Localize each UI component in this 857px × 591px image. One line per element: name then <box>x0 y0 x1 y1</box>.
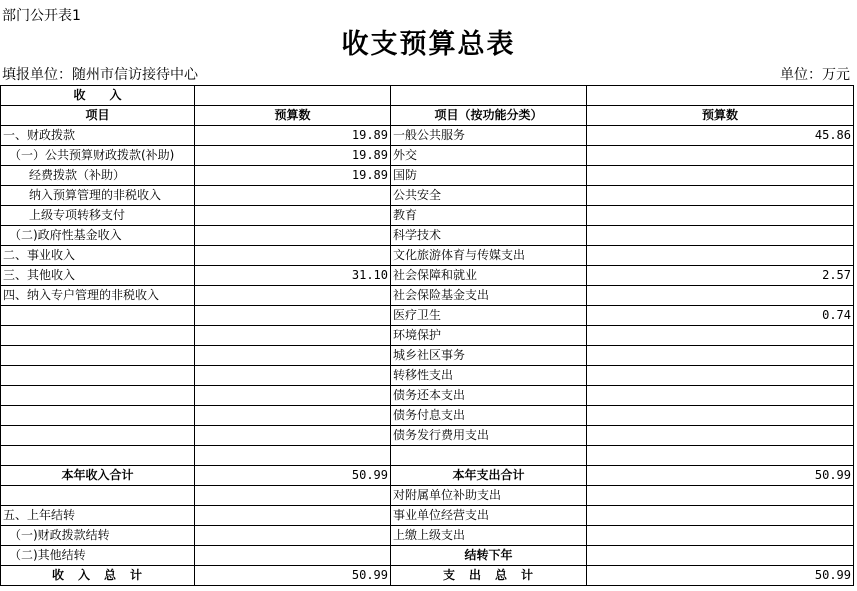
income-item-cell: 上级专项转移支付 <box>1 206 195 226</box>
income-amount-cell <box>195 306 391 326</box>
expense-amount-cell <box>587 346 854 366</box>
expense-item-cell: 医疗卫生 <box>391 306 587 326</box>
income-item-cell <box>1 366 195 386</box>
expense-amount-cell <box>587 326 854 346</box>
expense-item-cell: 国防 <box>391 166 587 186</box>
group-header-row <box>1 86 854 106</box>
grand-income-total-value: 50.99 <box>195 566 391 586</box>
income-item-cell: 一、财政拨款 <box>1 126 195 146</box>
income-item-cell <box>1 306 195 326</box>
table-row <box>1 386 854 406</box>
table-row <box>1 506 854 526</box>
income-item-cell: （一)财政拨款结转 <box>1 526 195 546</box>
income-item-header: 项目 <box>1 106 195 126</box>
income-amount-cell <box>195 366 391 386</box>
table-row <box>1 326 854 346</box>
income-amount-cell: 19.89 <box>195 126 391 146</box>
expense-amount-cell <box>587 406 854 426</box>
expense-amount-cell <box>587 186 854 206</box>
table-row <box>1 306 854 326</box>
income-item-cell <box>1 446 195 466</box>
table-row <box>1 186 854 206</box>
expense-amount-cell <box>587 366 854 386</box>
grand-total-row <box>1 566 854 586</box>
income-item-cell <box>1 486 195 506</box>
income-item-cell <box>1 326 195 346</box>
table-row <box>1 206 854 226</box>
expense-item-cell: 债务付息支出 <box>391 406 587 426</box>
income-amount-cell <box>195 286 391 306</box>
income-item-cell: 三、其他收入 <box>1 266 195 286</box>
document-tag: 部门公开表1 <box>2 8 81 24</box>
expense-item-cell: 环境保护 <box>391 326 587 346</box>
grand-expense-total-value: 50.99 <box>587 566 854 586</box>
expense-item-cell: 转移性支出 <box>391 366 587 386</box>
expense-item-cell: 社会保障和就业 <box>391 266 587 286</box>
group-header-blank <box>391 86 587 106</box>
income-amount-cell <box>195 206 391 226</box>
table-row <box>1 246 854 266</box>
income-amount-cell: 19.89 <box>195 166 391 186</box>
expense-amount-cell: 0.74 <box>587 306 854 326</box>
income-amount-cell <box>195 506 391 526</box>
income-amount-cell <box>195 346 391 366</box>
reporting-unit: 填报单位：随州市信访接待中心 <box>2 67 198 83</box>
expense-item-cell: 城乡社区事务 <box>391 346 587 366</box>
expense-amount-cell: 45.86 <box>587 126 854 146</box>
expense-item-cell: 上缴上级支出 <box>391 526 587 546</box>
income-item-cell <box>1 406 195 426</box>
expense-item-cell <box>391 446 587 466</box>
income-amount-cell: 19.89 <box>195 146 391 166</box>
income-amount-cell <box>195 406 391 426</box>
expense-amount-cell <box>587 526 854 546</box>
income-amount-cell <box>195 526 391 546</box>
income-item-cell <box>1 386 195 406</box>
table-row <box>1 266 854 286</box>
expense-amount-cell <box>587 506 854 526</box>
income-item-cell: 经费拨款（补助） <box>1 166 195 186</box>
expense-amount-cell <box>587 546 854 566</box>
income-group-header: 收 入 <box>1 86 195 106</box>
expense-amount-cell <box>587 226 854 246</box>
table-row <box>1 526 854 546</box>
expense-item-cell: 外交 <box>391 146 587 166</box>
table-row <box>1 346 854 366</box>
column-header-row <box>1 106 854 126</box>
table-row <box>1 366 854 386</box>
expense-amount-header: 预算数 <box>587 106 854 126</box>
expense-item-cell: 债务还本支出 <box>391 386 587 406</box>
table-row <box>1 126 854 146</box>
year-expense-total-value: 50.99 <box>587 466 854 486</box>
year-expense-total-label: 本年支出合计 <box>391 466 587 486</box>
grand-income-total-label: 收 入 总 计 <box>1 566 195 586</box>
expense-amount-cell <box>587 246 854 266</box>
table-row <box>1 446 854 466</box>
income-item-cell: 纳入预算管理的非税收入 <box>1 186 195 206</box>
expense-amount-cell <box>587 426 854 446</box>
table-row <box>1 286 854 306</box>
page-title: 收支预算总表 <box>341 29 516 60</box>
income-amount-cell <box>195 486 391 506</box>
expense-amount-cell <box>587 386 854 406</box>
expense-item-cell: 科学技术 <box>391 226 587 246</box>
grand-expense-total-label: 支 出 总 计 <box>391 566 587 586</box>
income-amount-cell <box>195 246 391 266</box>
expense-item-cell: 债务发行费用支出 <box>391 426 587 446</box>
year-income-total-value: 50.99 <box>195 466 391 486</box>
income-item-cell <box>1 346 195 366</box>
income-amount-cell <box>195 426 391 446</box>
expense-amount-cell <box>587 166 854 186</box>
table-row <box>1 406 854 426</box>
expense-item-cell: 一般公共服务 <box>391 126 587 146</box>
expense-amount-cell <box>587 206 854 226</box>
income-amount-cell <box>195 326 391 346</box>
table-row <box>1 166 854 186</box>
income-amount-cell: 31.10 <box>195 266 391 286</box>
expense-amount-cell <box>587 146 854 166</box>
expense-item-cell: 公共安全 <box>391 186 587 206</box>
expense-item-cell: 教育 <box>391 206 587 226</box>
year-income-total-label: 本年收入合计 <box>1 466 195 486</box>
expense-amount-cell: 2.57 <box>587 266 854 286</box>
group-header-blank <box>587 86 854 106</box>
income-item-cell <box>1 426 195 446</box>
year-total-row <box>1 466 854 486</box>
income-item-cell: 二、事业收入 <box>1 246 195 266</box>
expense-item-cell: 事业单位经营支出 <box>391 506 587 526</box>
income-amount-cell <box>195 186 391 206</box>
carry-next-year-label: 结转下年 <box>391 546 587 566</box>
income-amount-cell <box>195 446 391 466</box>
income-amount-cell <box>195 226 391 246</box>
expense-amount-cell <box>587 286 854 306</box>
income-amount-header: 预算数 <box>195 106 391 126</box>
income-amount-cell <box>195 386 391 406</box>
expense-item-cell: 文化旅游体育与传媒支出 <box>391 246 587 266</box>
group-header-blank <box>195 86 391 106</box>
income-item-cell: （一）公共预算财政拨款(补助) <box>1 146 195 166</box>
table-row <box>1 146 854 166</box>
expense-item-cell: 对附属单位补助支出 <box>391 486 587 506</box>
expense-item-header: 项目（按功能分类） <box>391 106 587 126</box>
budget-summary-table <box>0 85 854 586</box>
currency-unit: 单位：万元 <box>780 67 850 83</box>
income-amount-cell <box>195 546 391 566</box>
expense-item-cell: 社会保险基金支出 <box>391 286 587 306</box>
expense-amount-cell <box>587 446 854 466</box>
table-row <box>1 486 854 506</box>
table-row <box>1 546 854 566</box>
table-row <box>1 226 854 246</box>
table-row <box>1 426 854 446</box>
income-item-cell: （二)其他结转 <box>1 546 195 566</box>
income-item-cell: 四、纳入专户管理的非税收入 <box>1 286 195 306</box>
expense-amount-cell <box>587 486 854 506</box>
income-item-cell: （二)政府性基金收入 <box>1 226 195 246</box>
income-item-cell: 五、上年结转 <box>1 506 195 526</box>
